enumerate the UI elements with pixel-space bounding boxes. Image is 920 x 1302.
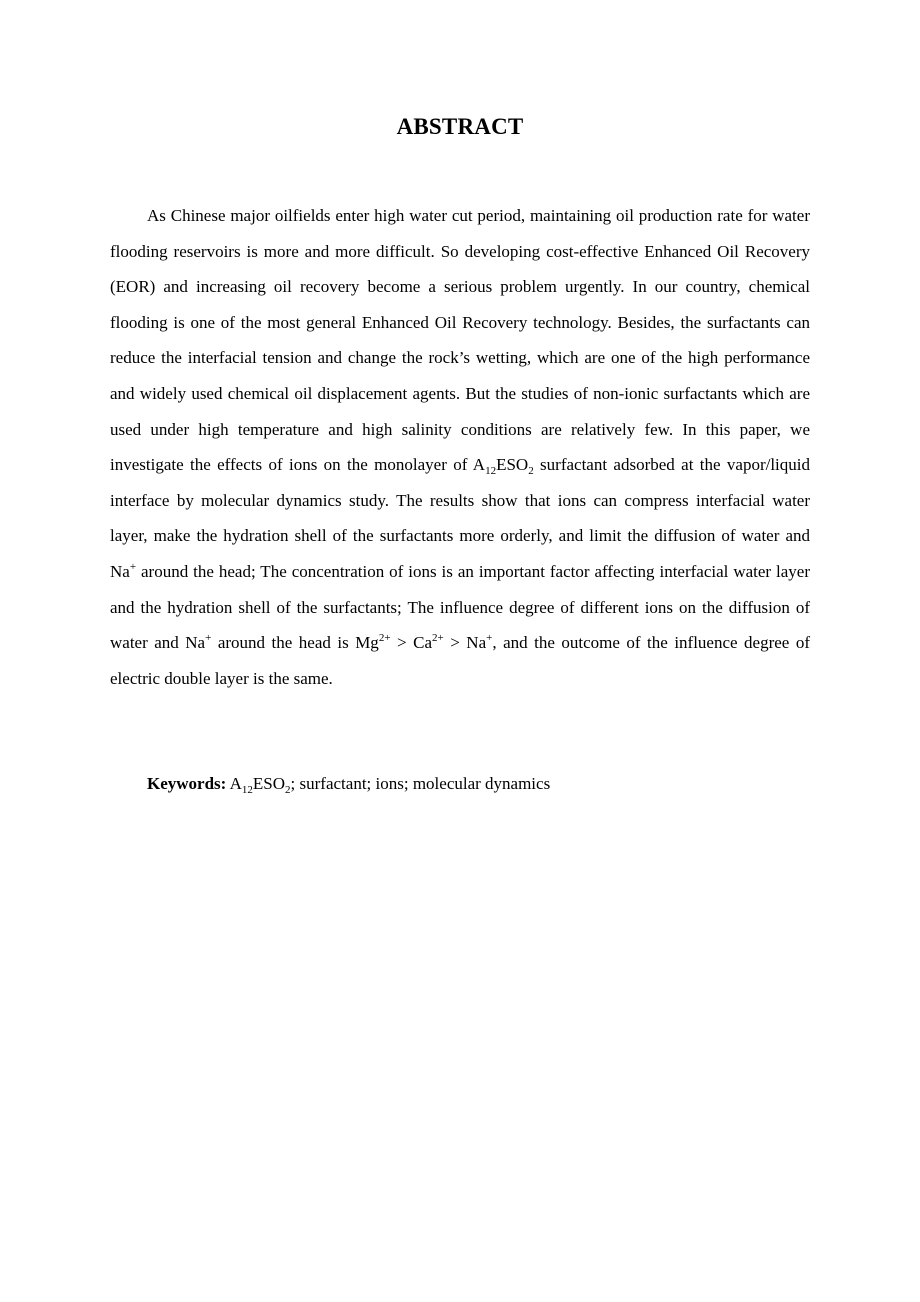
abstract-text-7: > Na bbox=[443, 633, 487, 653]
superscript-2plus: 2+ bbox=[432, 632, 444, 645]
page-title: ABSTRACT bbox=[396, 114, 524, 139]
subscript-12: 12 bbox=[485, 465, 497, 478]
keywords-label: Keywords: bbox=[147, 774, 227, 793]
abstract-text-1: As Chinese major oilfields enter high water cut period, maintaining oil production rate for water flooding reservoirs is more and more difficult. So developing cost-effective Enhanced Oil Recovery (EOR) and increasing oil recovery become a serious problem urgently. In our country, chemical flooding is one of the most general Enhanced Oil Recovery technology. Besides, the surfactants can reduce the interfacial tension and change the rock’s wetting, which are one of the high performance and widely used chemical oil displacement agents. But the studies of non-ionic surfactants which are used under high temperature and high salinity conditions are relatively few. In this paper, we investigate the effects of ions on the monolayer of A bbox=[110, 206, 810, 475]
abstract-text-4: around the head; The concentration of ions is an important factor affecting interfacial water layer and the hydration shell of the surfactants; The influence degree of different ions on the diffusion of water and Na bbox=[110, 561, 810, 653]
abstract-paragraph bbox=[110, 198, 810, 696]
keywords-text-2: ESO bbox=[252, 774, 286, 793]
abstract-text-6: > Ca bbox=[390, 633, 432, 653]
subscript-2: 2 bbox=[285, 784, 291, 796]
superscript-plus: + bbox=[486, 632, 493, 645]
abstract-text-8: , and the outcome of the influence degree of electric double layer is the same. bbox=[110, 633, 811, 688]
superscript-2plus: 2+ bbox=[378, 632, 391, 645]
superscript-plus: + bbox=[205, 632, 212, 645]
subscript-12: 12 bbox=[241, 784, 253, 796]
abstract-text-5: around the head is Mg bbox=[211, 633, 379, 653]
superscript-plus: + bbox=[129, 560, 137, 573]
keywords-line bbox=[147, 768, 550, 800]
keywords-text-3: ; surfactant; ions; molecular dynamics bbox=[290, 774, 551, 793]
keywords-text-1: A bbox=[226, 774, 242, 793]
abstract-text-2: ESO bbox=[496, 455, 529, 475]
subscript-2: 2 bbox=[528, 465, 534, 478]
abstract-text-3: surfactant adsorbed at the vapor/liquid interface by molecular dynamics study. The results show that ions can compress interfacial water layer, make the hydration shell of the surfactants more orderly, and limit the diffusion of water and Na bbox=[110, 455, 811, 581]
